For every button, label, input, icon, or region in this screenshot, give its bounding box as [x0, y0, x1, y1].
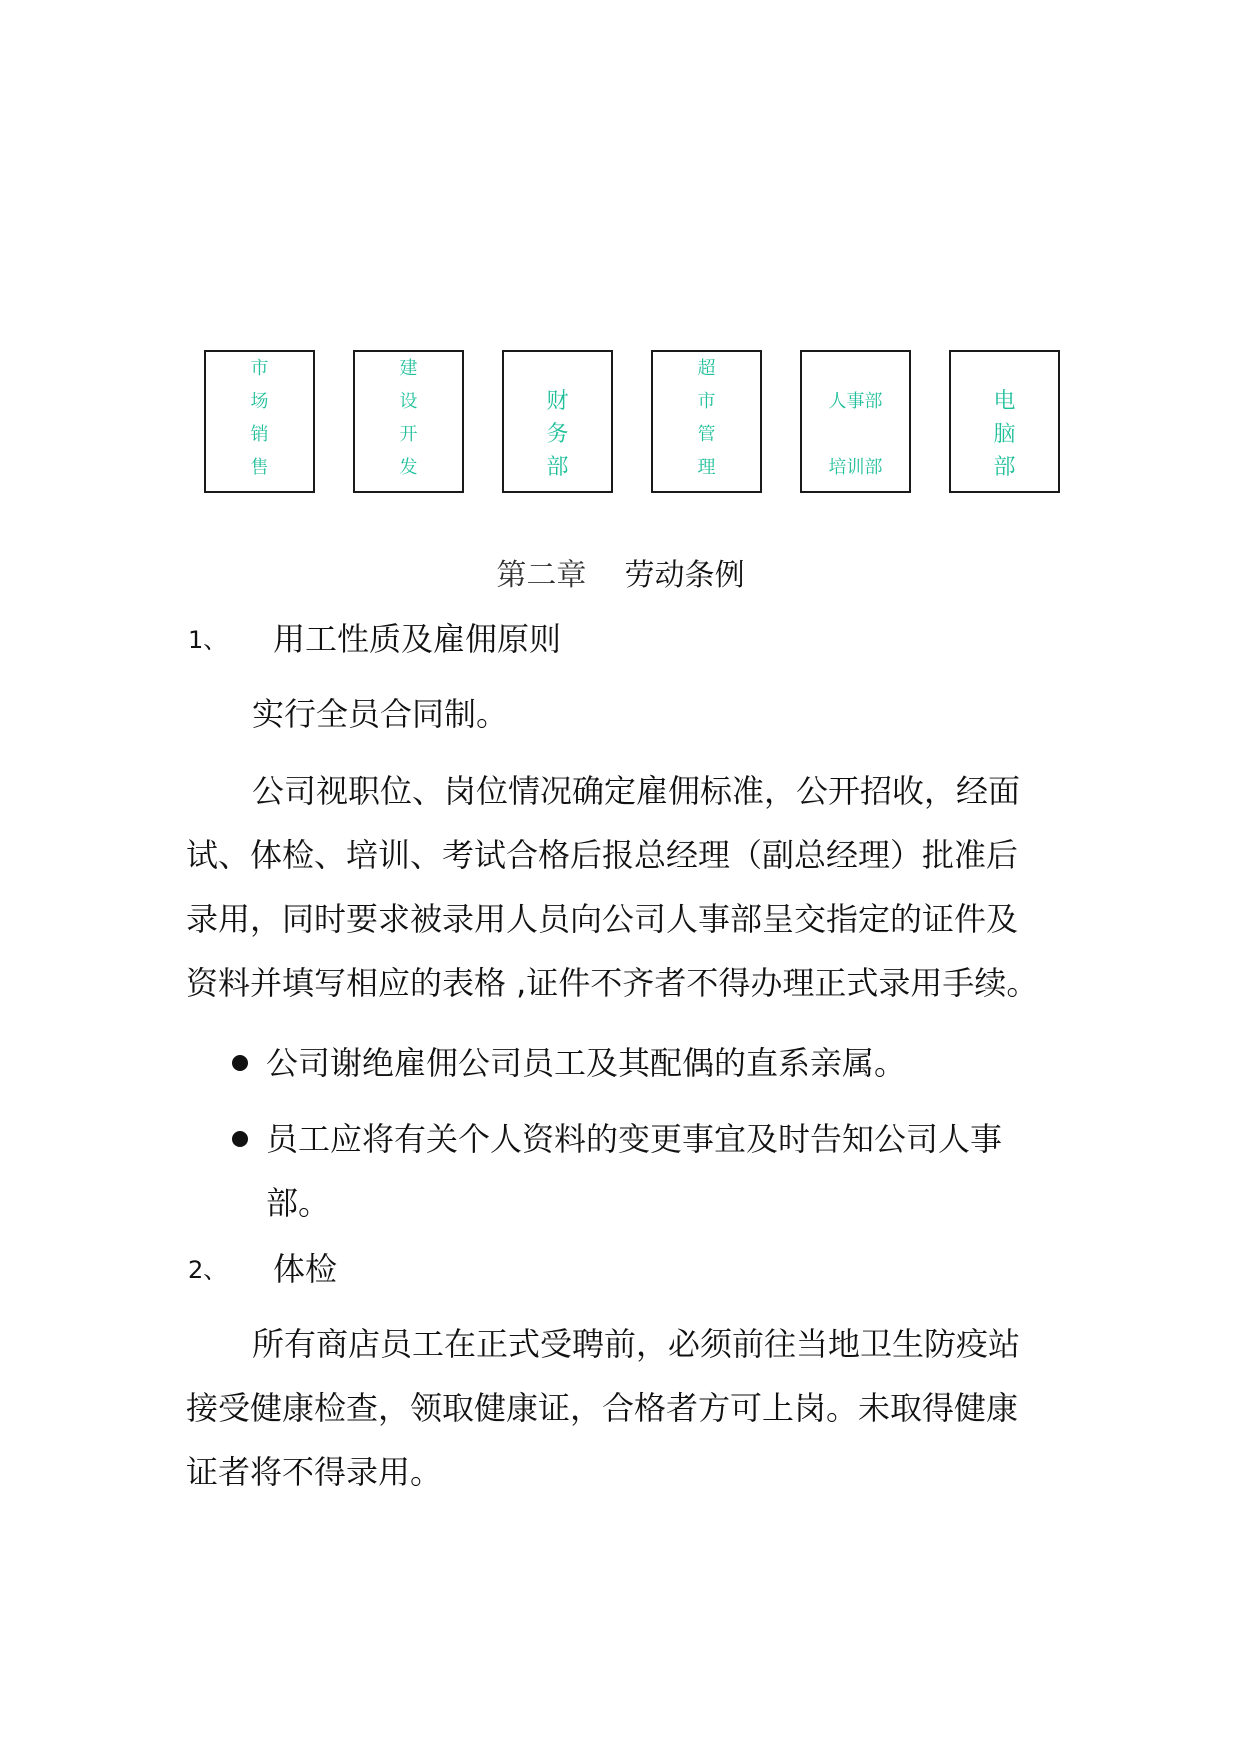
bullet-icon: [232, 1055, 248, 1071]
dept-char: 人事部: [828, 391, 883, 412]
paragraph-line: 资料并填写相应的表格 ,证件不齐者不得办理正式录用手续。: [186, 964, 1039, 1002]
dept-char: 部: [993, 455, 1016, 480]
dept-char: 管: [697, 424, 716, 445]
dept-char: 售: [250, 457, 269, 478]
dept-box-computer: [949, 350, 1060, 493]
dept-box-finance: [502, 350, 613, 493]
dept-char: 建: [399, 358, 418, 379]
dept-char: 脑: [993, 422, 1016, 447]
dept-char: 市: [250, 358, 269, 379]
chapter-title: 劳动条例: [624, 558, 745, 593]
dept-char: 培训部: [828, 457, 883, 478]
dept-char: 销: [250, 424, 269, 445]
bullet-icon: [232, 1131, 248, 1147]
chapter-heading: [0, 556, 1241, 596]
paragraph-line: 接受健康检查，领取健康证，合格者方可上岗。未取得健康: [186, 1389, 1019, 1427]
bullet-text: 公司谢绝雇佣公司员工及其配偶的直系亲属。: [266, 1044, 907, 1082]
paragraph-line: 所有商店员工在正式受聘前，必须前往当地卫生防疫站: [252, 1325, 1021, 1363]
paragraph-line: 试、体检、培训、考试合格后报总经理（副总经理）批准后: [186, 836, 1019, 874]
dept-box-development: [353, 350, 464, 493]
dept-char: 理: [697, 457, 716, 478]
dept-char: 场: [250, 391, 269, 412]
paragraph-line: 录用，同时要求被录用人员向公司人事部呈交指定的证件及: [186, 900, 1019, 938]
paragraph-line: 证者将不得录用。: [186, 1453, 443, 1491]
bullet-text: 员工应将有关个人资料的变更事宜及时告知公司人事: [266, 1120, 1003, 1158]
section-title: 用工性质及雇佣原则: [273, 620, 562, 658]
dept-char: 财: [546, 389, 569, 414]
dept-char: 开: [399, 424, 418, 445]
chapter-number: 第二章: [496, 558, 587, 593]
dept-char: 超: [697, 358, 716, 379]
dept-char: 设: [399, 391, 418, 412]
dept-char: 电: [993, 389, 1016, 414]
paragraph-line: 公司视职位、岗位情况确定雇佣标准，公开招收，经面: [252, 772, 1021, 810]
section-title: 体检: [273, 1250, 338, 1288]
dept-char: 部: [546, 455, 569, 480]
dept-box-marketing: [204, 350, 315, 493]
dept-char: 务: [546, 422, 569, 447]
dept-char: 市: [697, 391, 716, 412]
paragraph-line: 实行全员合同制。: [252, 695, 509, 733]
dept-box-hr-training: [800, 350, 911, 493]
section-number: 1、: [188, 626, 228, 654]
dept-char: 发: [399, 457, 418, 478]
section-number: 2、: [188, 1256, 228, 1284]
dept-box-supermarket: [651, 350, 762, 493]
bullet-text: 部。: [266, 1184, 331, 1222]
